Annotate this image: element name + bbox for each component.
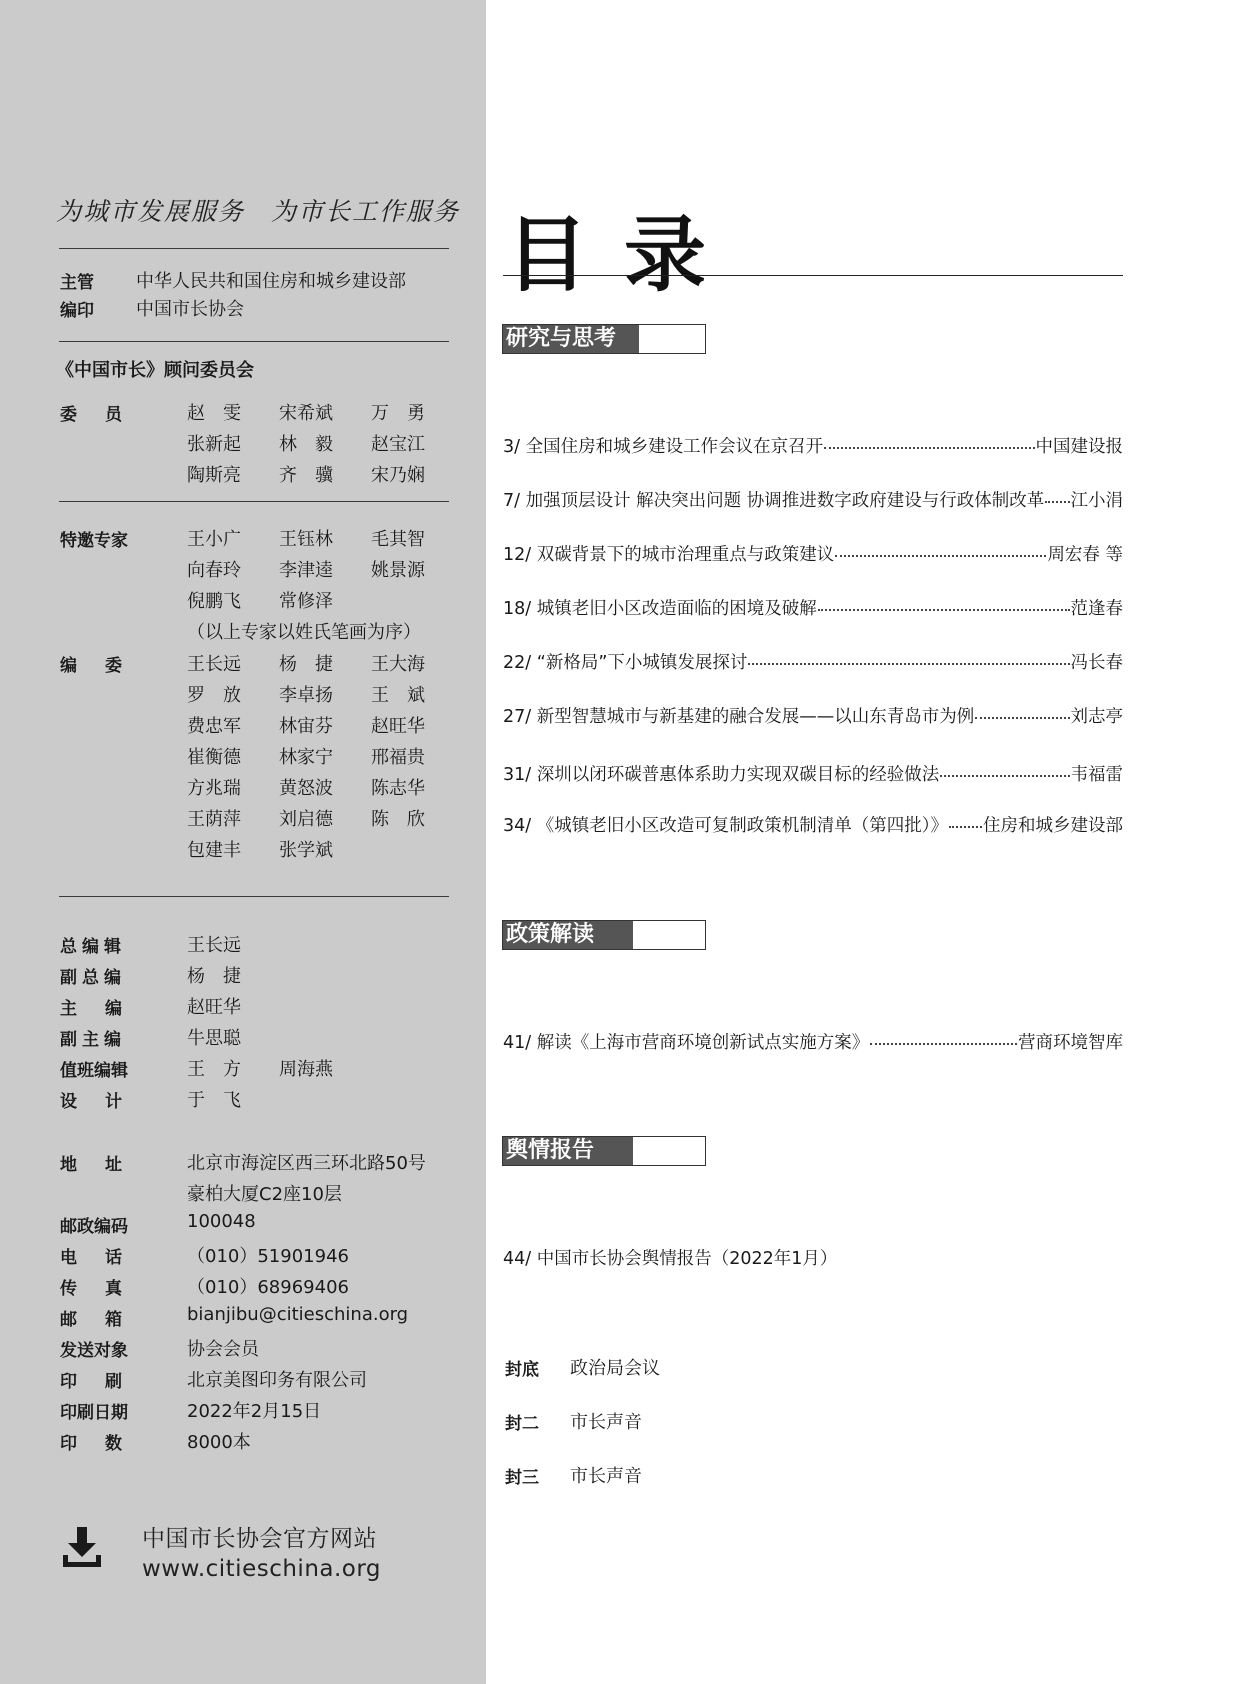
expert-name: 王小广 [187, 529, 241, 550]
divider [59, 501, 449, 502]
website-name: 中国市长协会官方网站 [142, 1526, 377, 1552]
title-underline [503, 275, 1123, 276]
editor-name: 方兆瑞 [187, 778, 241, 799]
staff-value: 于 飞 [187, 1090, 241, 1111]
toc-entry-title: 《城镇老旧小区改造可复制政策机制清单（第四批）》 [536, 816, 948, 836]
editor-name: 费忠军 [187, 716, 241, 737]
staff-label: 副总编 [60, 968, 126, 988]
page-title: 目录 [506, 207, 743, 303]
member-name: 宋希斌 [279, 403, 333, 424]
supervisor-label: 主管 [60, 273, 94, 293]
contact-value: 北京美图印务有限公司 [187, 1370, 367, 1391]
toc-entry[interactable] [503, 649, 1123, 674]
toc-entry-title: 深圳以闭环碳普惠体系助力实现双碳目标的经验做法 [536, 765, 940, 785]
toc-entry-page: 44/ [503, 1249, 532, 1269]
download-icon [60, 1525, 104, 1573]
toc-entry-author: 江小涓 [1070, 491, 1123, 511]
member-name: 陶斯亮 [187, 465, 241, 486]
contact-value: 北京市海淀区西三环北路50号 [187, 1153, 426, 1174]
editors-row [187, 805, 463, 831]
editor-name: 邢福贵 [371, 747, 425, 768]
toc-entry-title: “新格局”下小城镇发展探讨 [536, 653, 748, 673]
toc-entry-author: 中国建设报 [1035, 437, 1123, 457]
slogan-part-1: 为城市发展服务 [56, 197, 246, 226]
slogan-part-2: 为市长工作服务 [271, 197, 461, 226]
toc-entry-title: 双碳背景下的城市治理重点与政策建议 [536, 545, 835, 565]
toc-entry[interactable] [503, 703, 1123, 728]
cover-label: 封底 [505, 1360, 539, 1380]
editor-name: 杨 捷 [279, 654, 333, 675]
editor-name: 王长远 [187, 654, 241, 675]
expert-name: 李津逵 [279, 560, 333, 581]
dot-leader [975, 716, 1069, 719]
staff-value: 赵旺华 [187, 997, 241, 1018]
website-url[interactable]: www.citieschina.org [142, 1556, 382, 1582]
expert-name: 向春玲 [187, 560, 241, 581]
contact-label: 邮政编码 [60, 1217, 128, 1237]
staff-value: 杨 捷 [187, 966, 241, 987]
expert-name: 姚景源 [371, 560, 425, 581]
editor-name: 陈志华 [371, 778, 425, 799]
cover-value[interactable]: 政治局会议 [570, 1358, 660, 1379]
staff-label: 副主编 [60, 1030, 126, 1050]
contact-value: 协会会员 [187, 1339, 259, 1360]
toc-entry-author: 营商环境智库 [1018, 1033, 1123, 1053]
toc-entry-page: 12/ [503, 545, 532, 565]
contact-label: 印刷日期 [60, 1403, 128, 1423]
contact-value: bianjibu@citieschina.org [187, 1304, 409, 1325]
contact-label: 印数 [60, 1434, 150, 1454]
divider [59, 248, 449, 249]
editor-name: 林宙芬 [279, 716, 333, 737]
members-row [187, 430, 463, 456]
expert-name: 王钰林 [279, 529, 333, 550]
toc-entry-title: 新型智慧城市与新基建的融合发展——以山东青岛市为例 [536, 707, 975, 727]
dot-leader [748, 662, 1069, 665]
expert-name: 常修泽 [279, 591, 333, 612]
member-name: 万 勇 [371, 403, 425, 424]
editors-label: 编委 [60, 656, 150, 676]
toc-entry-title: 加强顶层设计 解决突出问题 协调推进数字政府建设与行政体制改革 [525, 491, 1045, 511]
toc-entry-title: 中国市长协会舆情报告（2022年1月） [536, 1249, 838, 1269]
toc-entry-page: 27/ [503, 707, 532, 727]
slogan [56, 192, 460, 228]
dot-leader [1045, 500, 1069, 503]
editors-row [187, 743, 463, 769]
toc-entry-page: 31/ [503, 765, 532, 785]
contact-label: 电话 [60, 1248, 150, 1268]
staff-label: 主编 [60, 999, 150, 1019]
toc-entry-title: 解读《上海市营商环境创新试点实施方案》 [536, 1033, 870, 1053]
toc-entry[interactable] [503, 433, 1123, 458]
member-name: 林 毅 [279, 434, 333, 455]
toc-entry[interactable] [503, 761, 1123, 786]
contact-value: 2022年2月15日 [187, 1401, 322, 1422]
editor-name: 刘启德 [279, 809, 333, 830]
members-label: 委员 [60, 405, 150, 425]
editor-name: 王 斌 [371, 685, 425, 706]
member-name: 赵 雯 [187, 403, 241, 424]
supervisor-value: 中华人民共和国住房和城乡建设部 [136, 271, 406, 292]
editors-row [187, 836, 371, 862]
advisory-title: 《中国市长》顾问委员会 [56, 360, 254, 381]
editor-name: 包建丰 [187, 840, 241, 861]
cover-label: 封三 [505, 1468, 539, 1488]
contact-label: 传真 [60, 1279, 150, 1299]
section-header-opinion [502, 1136, 706, 1166]
masthead-panel [0, 0, 486, 1684]
contact-value: 100048 [187, 1211, 256, 1232]
toc-entry-page: 7/ [503, 491, 521, 511]
contact-value: 8000本 [187, 1432, 251, 1453]
staff-value: 王长远 [187, 935, 241, 956]
editors-row [187, 681, 463, 707]
dot-leader [835, 554, 1046, 557]
toc-entry-title: 全国住房和城乡建设工作会议在京召开 [525, 437, 824, 457]
expert-name: 倪鹏飞 [187, 591, 241, 612]
toc-entry-page: 22/ [503, 653, 532, 673]
toc-entry[interactable] [503, 1029, 1123, 1054]
member-name: 张新起 [187, 434, 241, 455]
divider [59, 896, 449, 897]
cover-value[interactable]: 市长声音 [570, 1412, 642, 1433]
toc-entry[interactable] [503, 541, 1123, 566]
editor-name: 陈 欣 [371, 809, 425, 830]
staff-label: 值班编辑 [60, 1061, 128, 1081]
toc-entry-author: 刘志亭 [1070, 707, 1123, 727]
contact-label: 邮箱 [60, 1310, 150, 1330]
contact-value: （010）51901946 [187, 1246, 349, 1267]
toc-entry-page: 34/ [503, 816, 532, 836]
editor-name: 赵旺华 [371, 716, 425, 737]
toc-entry-author: 范逢春 [1070, 599, 1123, 619]
contact-value: （010）68969406 [187, 1277, 349, 1298]
members-row [187, 461, 463, 487]
toc-entry-page: 41/ [503, 1033, 532, 1053]
publisher-label: 编印 [60, 301, 94, 321]
staff-value: 周海燕 [279, 1059, 333, 1080]
section-header-research [502, 324, 706, 354]
toc-entry[interactable] [503, 487, 1123, 512]
contact-label: 地址 [60, 1155, 150, 1175]
experts-label: 特邀专家 [60, 531, 128, 551]
members-row [187, 399, 463, 425]
staff-value: 王 方 [187, 1059, 241, 1080]
toc-entry[interactable] [503, 1245, 1123, 1270]
staff-label: 总编辑 [60, 937, 126, 957]
editor-name: 李卓扬 [279, 685, 333, 706]
toc-entry-title: 城镇老旧小区改造面临的困境及破解 [536, 599, 817, 619]
editor-name: 张学斌 [279, 840, 333, 861]
experts-row [187, 587, 371, 613]
section-title: 政策解读 [503, 921, 633, 949]
toc-entry-author: 住房和城乡建设部 [983, 816, 1123, 836]
section-title: 舆情报告 [503, 1137, 633, 1165]
dot-leader [818, 608, 1070, 611]
toc-entry-page: 3/ [503, 437, 521, 457]
editor-name: 王荫萍 [187, 809, 241, 830]
editors-row [187, 712, 463, 738]
experts-row [187, 525, 463, 551]
cover-label: 封二 [505, 1414, 539, 1434]
toc-entry[interactable] [503, 595, 1123, 620]
staff-value: 牛思聪 [187, 1028, 241, 1049]
publisher-value: 中国市长协会 [136, 299, 244, 320]
editors-row [187, 774, 463, 800]
member-name: 赵宝江 [371, 434, 425, 455]
toc-entry-page: 18/ [503, 599, 532, 619]
expert-name: 毛其智 [371, 529, 425, 550]
editor-name: 林家宁 [279, 747, 333, 768]
section-header-policy [502, 920, 706, 950]
section-title: 研究与思考 [503, 325, 639, 353]
experts-row [187, 556, 463, 582]
cover-value[interactable]: 市长声音 [570, 1466, 642, 1487]
toc-entry-author: 韦福雷 [1070, 765, 1123, 785]
dot-leader [870, 1042, 1017, 1045]
experts-note: （以上专家以姓氏笔画为序） [187, 622, 421, 643]
toc-entry-author: 周宏春 等 [1047, 545, 1123, 565]
editor-name: 王大海 [371, 654, 425, 675]
member-name: 齐 骥 [279, 465, 333, 486]
editor-name: 黄怒波 [279, 778, 333, 799]
dot-leader [824, 446, 1034, 449]
contact-value: 豪柏大厦C2座10层 [187, 1184, 342, 1205]
staff-label: 设计 [60, 1092, 150, 1112]
toc-entry-author: 冯长春 [1070, 653, 1123, 673]
editor-name: 罗 放 [187, 685, 241, 706]
contact-label: 发送对象 [60, 1341, 128, 1361]
divider [59, 341, 449, 342]
editors-row [187, 650, 463, 676]
contact-label: 印刷 [60, 1372, 150, 1392]
dot-leader [940, 774, 1069, 777]
toc-entry[interactable] [503, 812, 1123, 837]
member-name: 宋乃娴 [371, 465, 425, 486]
editor-name: 崔衡德 [187, 747, 241, 768]
dot-leader [949, 825, 982, 828]
